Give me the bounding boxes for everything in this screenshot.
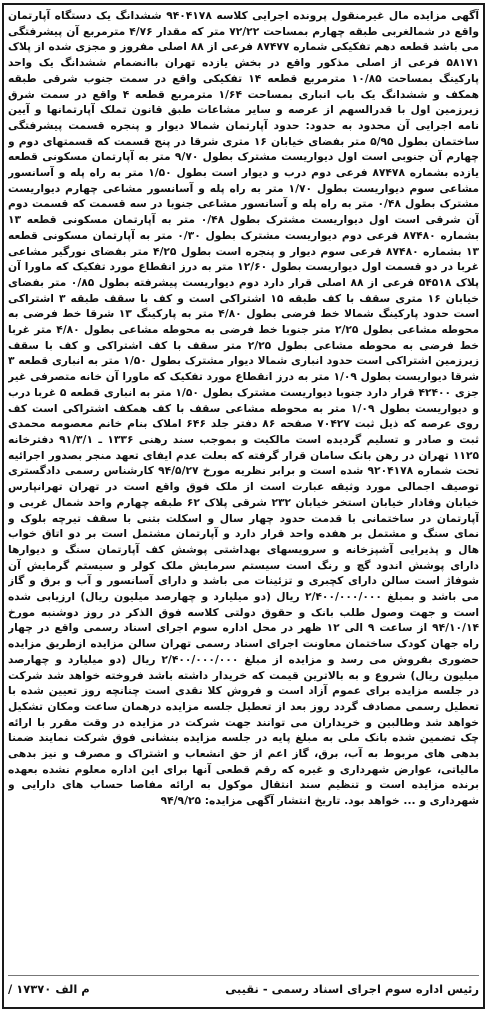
signature-line: رئیس اداره سوم اجرای اسناد رسمی - نقیبی — [225, 982, 479, 996]
notice-body: آگهی مزایده مال غیرمنقول پرونده اجرایی کلاسه ۹۴۰۴۱۷۸ ششدانگ یک دستگاه آپارتمان واقع در شمالغربی طبقه چهارم بمساحت ۷۲/۲۲ متر که مقدار ۴/۷۶ مترمربع آن پیشرفتگی می باشد قطعه دهم تفکیکی شماره ۸۷۴۷۷ فرعی از ۸۸ اصلی مفروز و مجزی شده از پلاک ۵۸۱۷۱ فرعی از اصلی مذکور واقع در بخش یازده تهران باانضمام ششدانگ یک واحد پارکینگ بمساحت ۱۰/۸۵ مترمربع قطعه ۱۴ تفکیکی واقع در سمت جنوب شرقی طبقه همکف و ششدانگ یک باب انباری بمساحت ۱/۶۴ مترمربع قطعه ۴ واقع در سمت شرق زیرزمین اول با قدرالسهم از عرصه و سایر مشاعات طبق قانون تملک آپارتمانها و آیین نامه اجرایی آن محدود به حدود: حدود آپارتمان شمالا دیوار و پنجره قسمت پیشرفتگی ساختمان بطول ۵/۹۵ متر بفضای خیابان ۱۶ متری شرقا در پنج قسمت که قسمتهای دوم و چهارم آن جنوبی است اول دیواریست مشترک بطول ۹/۷۰ متر به آپارتمان مسکونی قطعه یازده بشماره ۸۷۴۷۸ فرعی دوم درب و دیوار است بطول ۱/۵۰ متر به راه پله و آسانسور مشاعی سوم دیواریست بطول ۱/۷۰ متر به راه پله و آسانسور مشاعی چهارم دیواریست مشترک بطول ۰/۴۸ متر به راه پله و آسانسور مشاعی جنوبا در سه قسمت که قسمت دوم آن شرقی است اول دیواریست مشترک بطول ۰/۴۸ متر به آپارتمان مسکونی قطعه ۱۳ بشماره ۸۷۴۸۰ فرعی دوم دیواریست مشترک بطول ۰/۳۰ متر به آپارتمان مسکونی قطعه ۱۳ بشماره ۸۷۴۸۰ فرعی سوم دیوار و پنجره است بطول ۴/۲۵ متر بفضای نورگیر مشاعی غربا در دو قسمت اول دیواریست بطول ۱۲/۶۰ متر به درز انقطاع مورد تفکیک که ماورا آن پلاک ۵۴۵۱۸ فرعی از ۸۸ اصلی قرار دارد دوم دیواریست پیشرفته بطول ۰/۸۵ متر بفضای خیابان ۱۶ متری سقف با کف طبقه ۱۵ اشتراکی است و کف با سقف طبقه ۳ اشتراکی است حدود پارکینگ شمالا خط فرضی بطول ۴/۸۰ متر به پارکینگ ۱۳ شرقا خط فرضی به محوطه مشاعی بطول ۲/۲۵ متر جنوبا خط فرضی به محوطه مشاعی بطول ۴/۸۰ متر غربا خط فرضی به محوطه مشاعی بطول ۲/۲۵ متر سقف با کف اشتراکی و کف با سقف زیرزمین اشتراکی است حدود انباری شمالا دیوار مشترک بطول ۱/۵۰ متر به انباری قطعه ۳ شرقا دیواریست بطول ۱/۰۹ متر به درز انقطاع مورد تفکیک که ماورا آن خانه متصرفی غیر جزی ۴۲۴۰۰ قرار دارد جنوبا دیواریست مشترک بطول ۱/۵۰ متر به انباری قطعه ۵ غربا درب و دیواریست بطول ۱/۰۹ متر به محوطه مشاعی سقف با کف همکف اشتراکی است کف روی عرصه که ذیل ثبت ۷۰۴۲۷ صفحه ۸۶ دفتر جلد ۶۴۶ املاک بنام خانم معصومه محمدی ثبت و صادر و تسلیم گردیده است مالکیت و بموجب سند رهنی ۱۳۳۶ ـ ۹۱/۳/۱ دفترخانه ۱۱۲۵ تهران در رهن بانک سامان قرار گرفته که بعلت عدم ایفای تعهد منجر بصدور اجرائیه تحت شماره ۹۲۰۴۱۷۸ شده است و برابر نظریه مورخ ۹۴/۵/۲۷ کارشناس رسمی دادگستری توصیف اجمالی مورد وثیقه عبارت است از ملک فوق واقع است در تهران تهرانپارس خیابان وفادار خیابان استخر خیابان ۲۳۲ شرقی پلاک ۶۲ طبقه چهارم واحد شمال غربی و آپارتمان در ساختمانی با قدمت حدود چهار سال و اسکلت بتنی با سقف تیرچه بلوک و نمای سنگ و مشتمل بر هفده واحد قرار دارد و آپارتمان مشتمل است بر دو اتاق خواب هال و پذیرایی آشپزخانه و سرویسهای بهداشتی پوشش کف آپارتمان سنگ و دیوارها دارای پوشش اندود گچ و رنگ است سیستم سرمایش ملک کولر و سیستم گرمایش آن شوفاژ است سالن دارای کچبری و تزئینات می باشد و دارای آسانسور و آب و برق و گاز می باشد و بمبلغ ۲/۴۰۰/۰۰۰/۰۰۰ ریال (دو میلیارد و چهارصد میلیون ریال) ارزیابی شده است و جهت وصول طلب بانک و حقوق دولتی کلاسه فوق الذکر در روز دوشنبه مورخ ۹۴/۱۰/۱۴ از ساعت ۹ الی ۱۲ ظهر در محل اداره سوم اجرای اسناد رسمی واقع در چهار راه جهان کودک ساختمان معاونت اجرای اسناد رسمی تهران سالن مزایده ازطریق مزایده حضوری بفروش می رسد و مزایده از مبلغ ۲/۴۰۰/۰۰۰/۰۰۰ ریال (دو میلیارد و چهارصد میلیون ریال) شروع و به بالاترین قیمت که خریدار داشته باشد فروخته خواهد شد شرکت در جلسه مزایده برای عموم آزاد است و فروش کلا نقدی است چنانچه روز تعیین شده با تعطیل رسمی مصادف گردد روز بعد از تعطیل جلسه مزایده درهمان ساعت ومکان تشکیل خواهد شد وطالبین و خریداران می توانند جهت شرکت در مزایده در وقت مقرر با ارائه چک تضمین شده بانک ملی به مبلغ پایه در جلسه مزایده بنشانی فوق شرکت نمایند ضمنا بدهی های مربوط به آب، برق، گاز اعم از حق انشعاب و اشتراک و مصرف و نیز بدهی مالیاتی، عوارض شهرداری و غیره که رقم قطعی آنها برای این اداره معلوم نشده بعهده برنده مزایده است و تنظیم سند انتقال موکول به ارائه مفاصا حساب های دارایی و شهرداری و ... خواهد بود. تاریخ انتشار آگهی مزایده: ۹۴/۹/۲۵ — [8, 9, 479, 808]
notice-footer — [8, 975, 479, 1002]
notice-code: م الف ۱۷۳۷۰ / — [8, 982, 90, 996]
auction-notice — [2, 3, 485, 1009]
